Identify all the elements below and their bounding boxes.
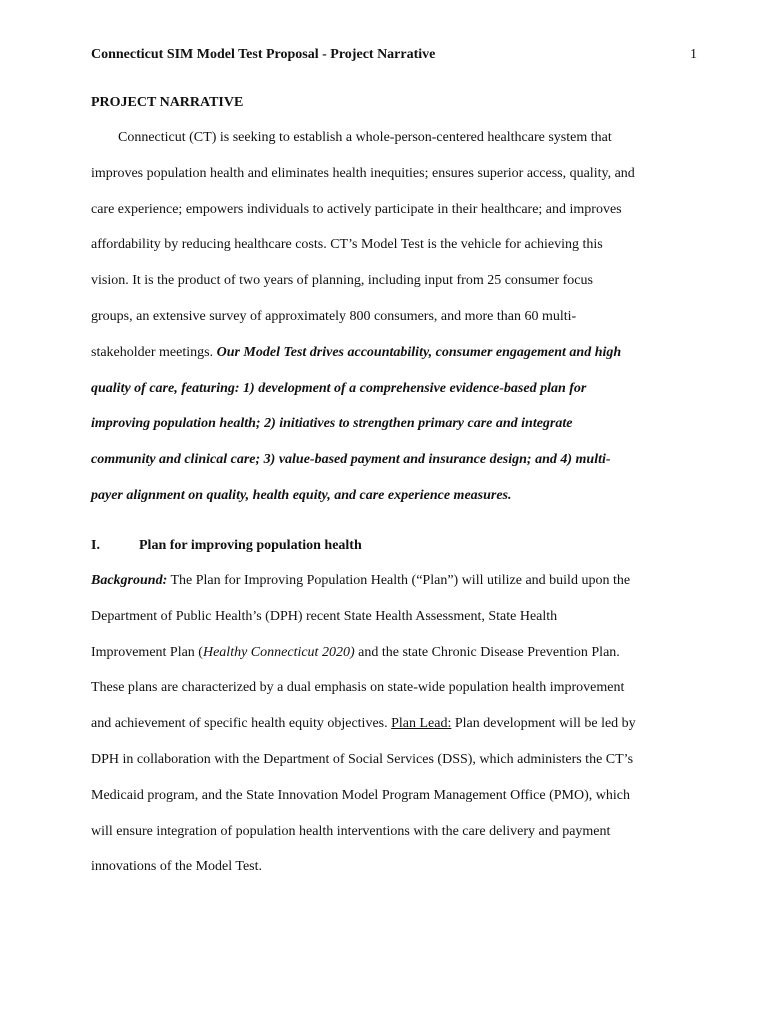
section-line: DPH in collaboration with the Department of Social Services (DSS), which administers the CT’s <box>91 751 634 767</box>
section-line-text: and the state Chronic Disease Prevention Plan. <box>354 644 620 660</box>
intro-line <box>91 335 687 371</box>
running-header <box>91 45 697 65</box>
page-number: 1 <box>690 47 697 62</box>
emphasis-line: payer alignment on quality, health equity, and care experience measures. <box>91 487 512 503</box>
project-narrative-heading: PROJECT NARRATIVE <box>91 95 244 110</box>
intro-paragraph <box>91 120 687 514</box>
section-line-text: and achievement of specific health equity objectives. <box>91 716 392 732</box>
intro-line: improves population health and eliminates health inequities; ensures superior access, quality, and <box>91 165 635 181</box>
intro-line-text: stakeholder meetings. <box>91 344 217 360</box>
section-line: will ensure integration of population health interventions with the care delivery and payment <box>91 823 611 839</box>
intro-line: care experience; empowers individuals to actively participate in their healthcare; and improves <box>91 201 622 217</box>
emphasis-text: Our Model Test drives accountability, consumer engagement and high <box>216 344 622 360</box>
section-line: Department of Public Health’s (DPH) recent State Health Assessment, State Health <box>91 608 558 624</box>
section-line: These plans are characterized by a dual emphasis on state-wide population health improvement <box>91 680 625 696</box>
intro-line: Connecticut (CT) is seeking to establish a whole-person-centered healthcare system that <box>118 130 612 145</box>
emphasis-line: quality of care, featuring: 1) development of a comprehensive evidence-based plan for <box>91 380 587 396</box>
emphasis-line: community and clinical care; 3) value-based payment and insurance design; and 4) multi- <box>91 452 611 468</box>
background-label: Background: <box>91 573 168 588</box>
header-title: Connecticut SIM Model Test Proposal - Project Narrative <box>91 47 436 62</box>
section-title: Plan for improving population health <box>139 538 362 553</box>
emphasis-line: improving population health; 2) initiatives to strengthen primary care and integrate <box>91 416 573 432</box>
section-line: innovations of the Model Test. <box>91 859 263 875</box>
section-paragraph <box>91 563 687 885</box>
italic-plan-title: Healthy Connecticut 2020) <box>202 644 355 660</box>
intro-line: vision. It is the product of two years of planning, including input from 25 consumer focus <box>91 273 593 289</box>
section-line <box>91 635 687 671</box>
section-line-text: Improvement Plan ( <box>91 644 203 660</box>
section-line <box>91 563 687 599</box>
section-line-text: The Plan for Improving Population Health (“Plan”) will utilize and build upon the <box>167 573 631 588</box>
section-line-text: Plan development will be led by <box>451 716 636 732</box>
section-line: Medicaid program, and the State Innovation Model Program Management Office (PMO), which <box>91 787 630 803</box>
intro-line: groups, an extensive survey of approximately 800 consumers, and more than 60 multi- <box>91 308 577 324</box>
section-line <box>91 706 687 742</box>
intro-line: affordability by reducing healthcare costs. CT’s Model Test is the vehicle for achieving this <box>91 237 603 253</box>
section-heading <box>91 536 362 556</box>
plan-lead-label: Plan Lead: <box>391 716 452 732</box>
section-number: I. <box>91 538 100 553</box>
